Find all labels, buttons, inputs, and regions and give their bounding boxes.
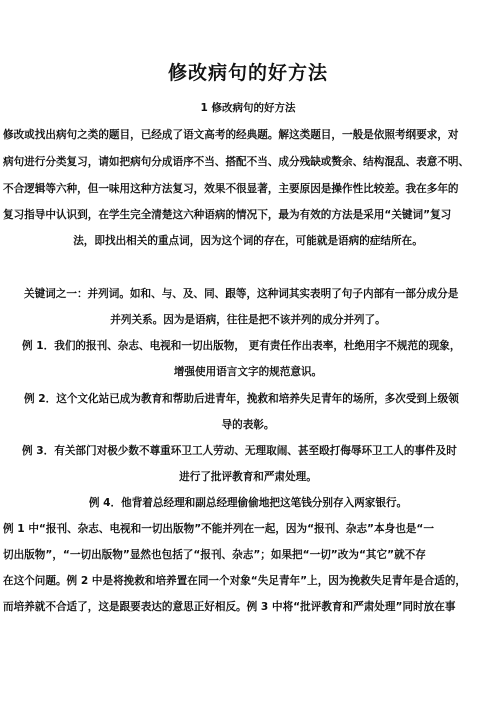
paragraph-line: 复习指导中认识到，在学生完全清楚这六种语病的情况下，最为有效的方法是采用“关键词”复习 [3,209,452,221]
paragraph-line: 修改或找出病句之类的题目，已经成了语文高考的经典题。解这类题目，一般是依照考纲要求，对 [3,129,459,141]
analysis-line: 在这个问题。例 2 中是将挽救和培养置在同一个对象“失足青年”上，因为挽救失足青年是合适的， [3,575,467,587]
example-line: 例 3．有关部门对极少数不尊重环卫工人劳动、无理取闹、甚至殴打侮辱环卫工人的事件及时 [22,445,457,457]
keyword-line: 并列关系。因为是语病，往往是把不该并列的成分并列了。 [110,314,386,326]
example-line: 例 4．他背着总经理和副总经理偷偷地把这笔钱分别存入两家银行。 [88,497,408,509]
analysis-line: 切出版物”，“一切出版物”显然也包括了“报刊、杂志”；如果把“一切”改为“其它”就不存 [3,549,426,561]
keyword-line: 关键词之一：并列词。如和、与、及、同、跟等，这种词其实表明了句子内部有一部分成分是 [24,288,459,300]
example-line: 例 2．这个文化站已成为教育和帮助后进青年，挽救和培养失足青年的场所，多次受到上级领 [24,393,459,405]
section-heading: 1 修改病句的好方法 [200,102,296,114]
example-line: 导的表彰。 [221,419,275,431]
paragraph-line: 病句进行分类复习，请如把病句分成语序不当、搭配不当、成分残缺或赘余、结构混乱、表意不明、 [3,156,470,168]
example-line: 进行了批评教育和严肃处理。 [179,471,317,483]
example-line: 增强使用语言文字的规范意识。 [173,366,323,378]
document-title: 修改病句的好方法 [167,62,328,84]
example-line: 例 1．我们的报刊、杂志、电视和一切出版物， 更有责任作出表率，杜绝用字不规范的现象， [22,340,461,352]
analysis-line: 例 1 中“报刊、杂志、电视和一切出版物”不能并列在一起，因为“报刊、杂志”本身也是“一 [3,523,434,535]
paragraph-line: 法，即找出相关的重点词，因为这个词的存在，可能就是语病的症结所在。 [73,235,423,247]
analysis-line: 而培养就不合适了，这是跟要表达的意思正好相反。例 3 中将“批评教育和严肃处理”同时放在事 [3,601,456,613]
paragraph-line: 不合逻辑等六种，但一味用这种方法复习，效果不很显著，主要原因是操作性比较差。我在多年的 [3,183,459,195]
